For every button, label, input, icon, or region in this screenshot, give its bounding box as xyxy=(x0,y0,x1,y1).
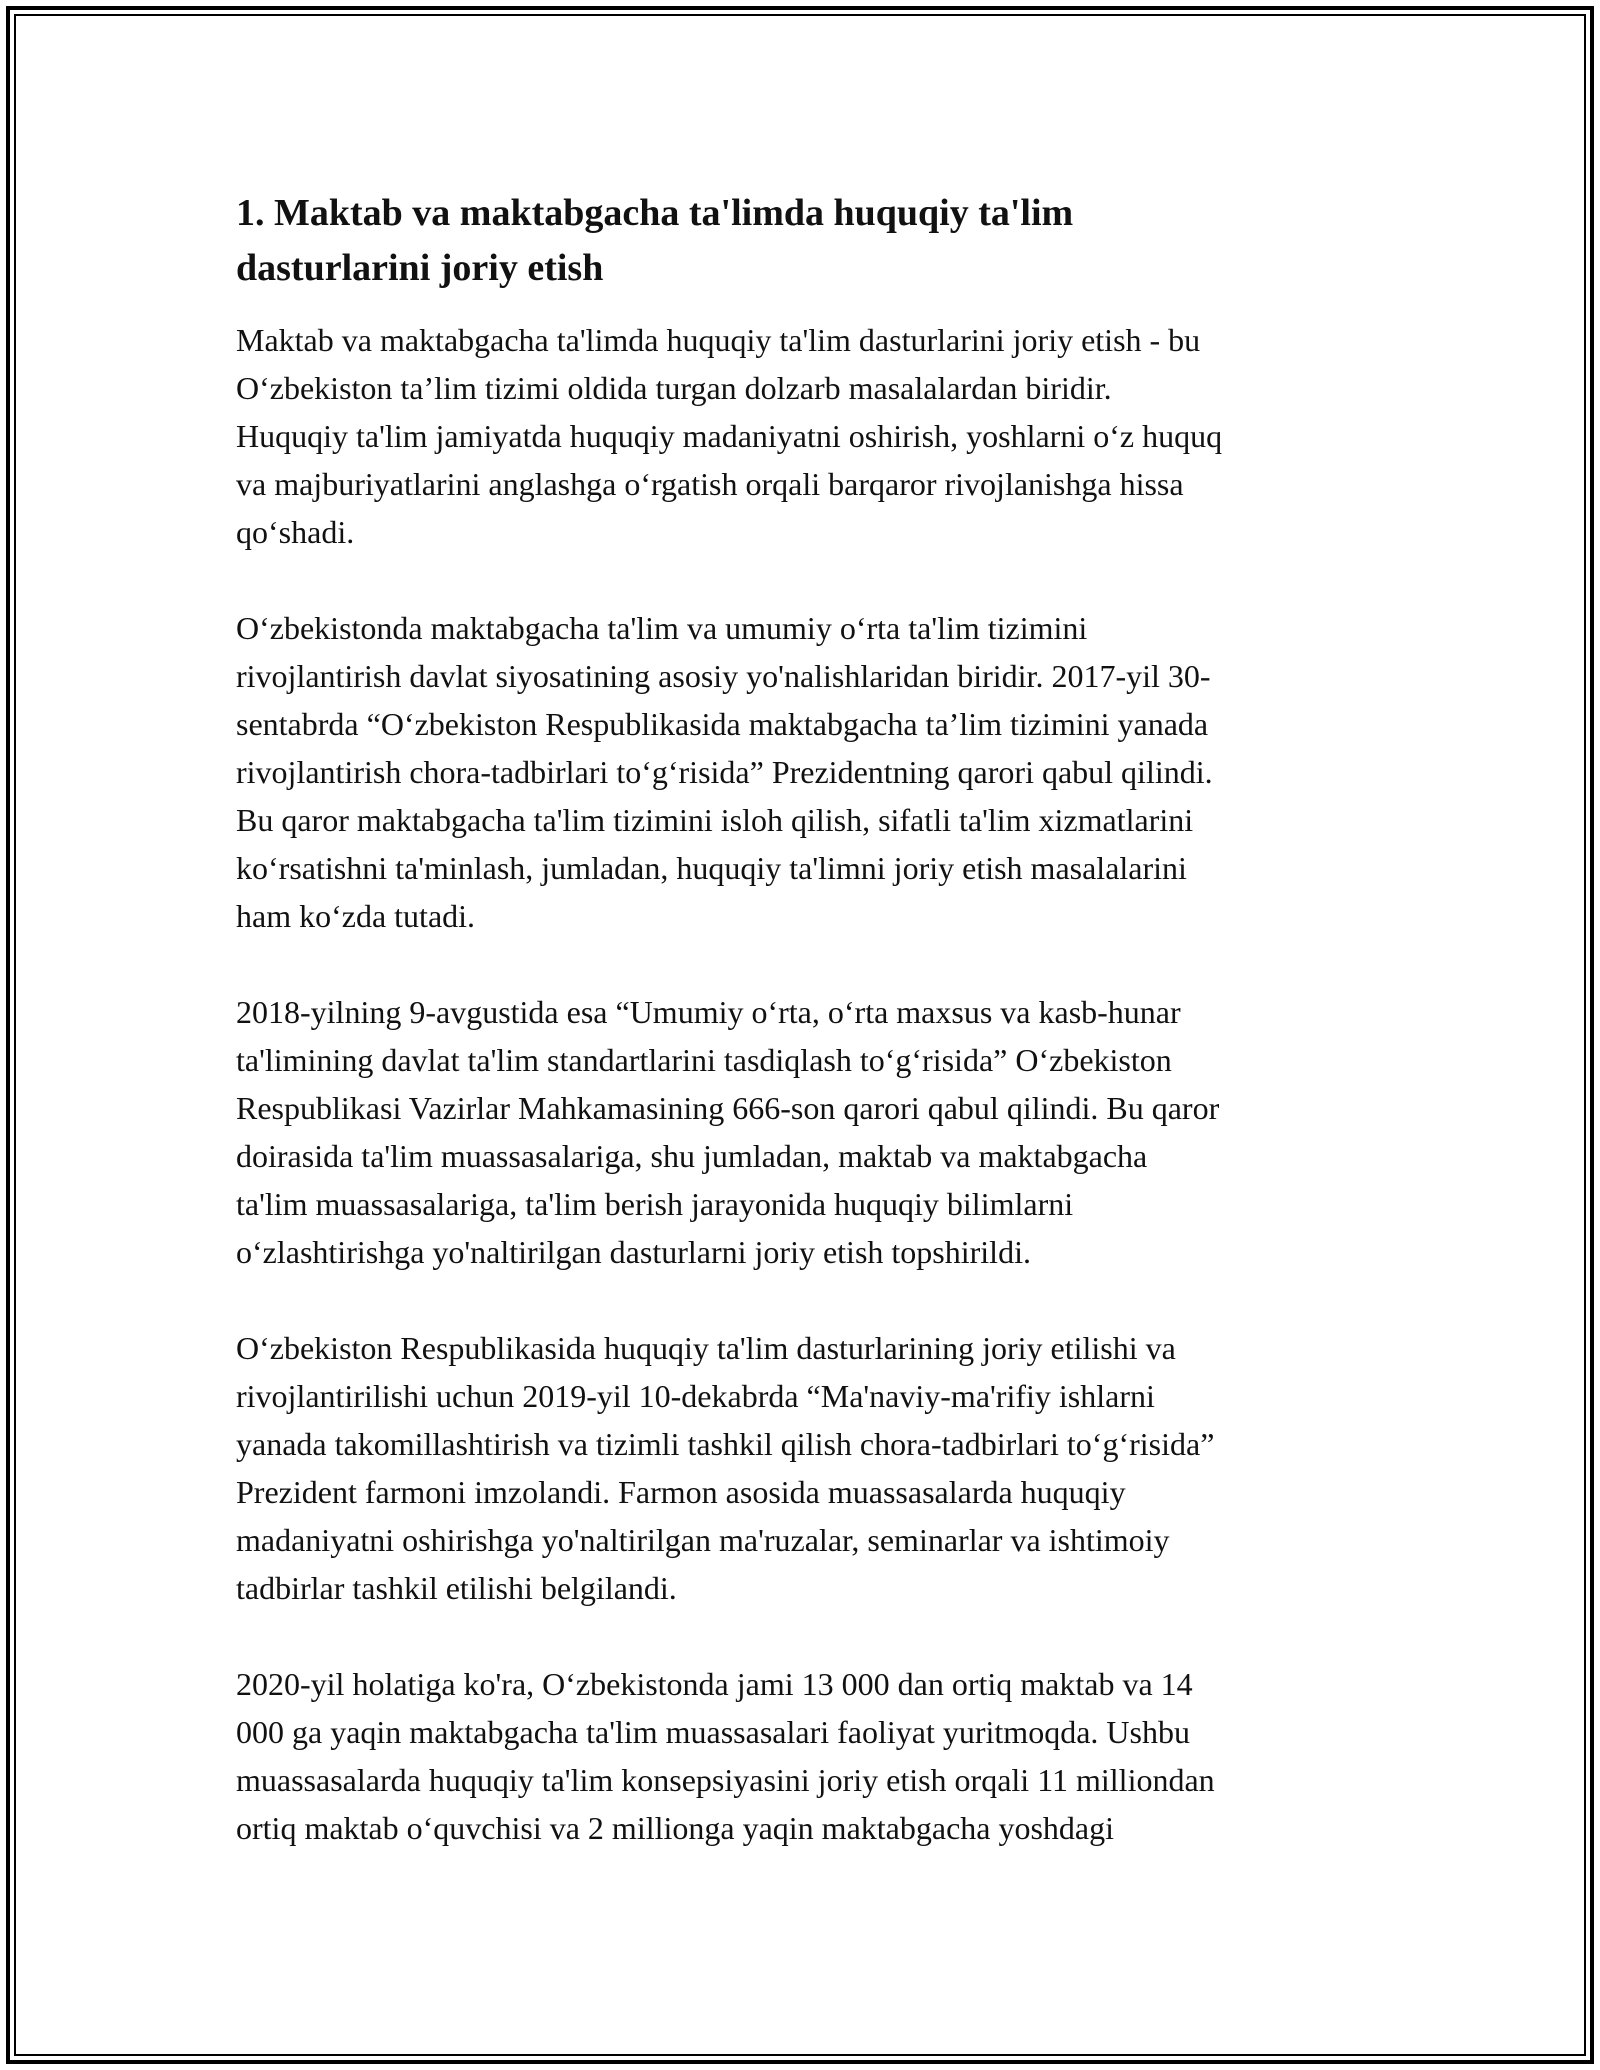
paragraph-line: O‘zbekistonda maktabgacha ta'lim va umumiy o‘rta ta'lim tizimini xyxy=(236,610,1088,646)
paragraph-1 xyxy=(236,316,1376,556)
paragraph-line: Respublikasi Vazirlar Mahkamasining 666-son qarori qabul qilindi. Bu qaror xyxy=(236,1090,1220,1126)
section-title-line: 1. Maktab va maktabgacha ta'limda huquqiy ta'lim xyxy=(236,192,1074,234)
section-title-line: dasturlarini joriy etish xyxy=(236,247,604,289)
paragraph-line: muassasalarda huquqiy ta'lim konsepsiyasini joriy etish orqali 11 milliondan xyxy=(236,1762,1215,1798)
paragraph-line: Prezident farmoni imzolandi. Farmon asosida muassasalarda huquqiy xyxy=(236,1474,1126,1510)
paragraph-line: qo‘shadi. xyxy=(236,514,355,550)
paragraph-line: ham ko‘zda tutadi. xyxy=(236,898,476,934)
paragraph-line: rivojlantirilishi uchun 2019-yil 10-dekabrda “Ma'naviy-ma'rifiy ishlarni xyxy=(236,1378,1155,1414)
paragraph-line: o‘zlashtirishga yo'naltirilgan dasturlarni joriy etish topshirildi. xyxy=(236,1234,1031,1270)
paragraph-2 xyxy=(236,604,1376,940)
paragraph-line: doirasida ta'lim muassasalariga, shu jumladan, maktab va maktabgacha xyxy=(236,1138,1148,1174)
paragraph-line: yanada takomillashtirish va tizimli tashkil qilish chora-tadbirlari to‘g‘risida” xyxy=(236,1426,1215,1462)
paragraph-line: ta'lim muassasalariga, ta'lim berish jarayonida huquqiy bilimlarni xyxy=(236,1186,1074,1222)
paragraph-4 xyxy=(236,1324,1376,1612)
paragraph-line: ortiq maktab o‘quvchisi va 2 millionga yaqin maktabgacha yoshdagi xyxy=(236,1810,1115,1846)
paragraph-line: rivojlantirish chora-tadbirlari to‘g‘risida” Prezidentning qarori qabul qilindi. xyxy=(236,754,1213,790)
paragraph-line: ko‘rsatishni ta'minlash, jumladan, huquqiy ta'limni joriy etish masalalarini xyxy=(236,850,1187,886)
paragraph-line: tadbirlar tashkil etilishi belgilandi. xyxy=(236,1570,677,1606)
paragraph-line: Maktab va maktabgacha ta'limda huquqiy ta'lim dasturlarini joriy etish - bu xyxy=(236,322,1201,358)
paragraph-line: 2018-yilning 9-avgustida esa “Umumiy o‘rta, o‘rta maxsus va kasb-hunar xyxy=(236,994,1181,1030)
paragraph-line: ta'limining davlat ta'lim standartlarini tasdiqlash to‘g‘risida” O‘zbekiston xyxy=(236,1042,1172,1078)
paragraph-line: rivojlantirish davlat siyosatining asosiy yo'nalishlaridan biridir. 2017-yil 30- xyxy=(236,658,1211,694)
paragraph-line: Bu qaror maktabgacha ta'lim tizimini isloh qilish, sifatli ta'lim xizmatlarini xyxy=(236,802,1194,838)
paragraph-line: 2020-yil holatiga ko'ra, O‘zbekistonda jami 13 000 dan ortiq maktab va 14 xyxy=(236,1666,1193,1702)
section-title xyxy=(236,186,1376,296)
document-body xyxy=(236,186,1376,1900)
paragraph-line: O‘zbekiston Respublikasida huquqiy ta'lim dasturlarining joriy etilishi va xyxy=(236,1330,1176,1366)
paragraph-3 xyxy=(236,988,1376,1276)
paragraph-line: Huquqiy ta'lim jamiyatda huquqiy madaniyatni oshirish, yoshlarni o‘z huquq xyxy=(236,418,1223,454)
paragraph-line: madaniyatni oshirishga yo'naltirilgan ma'ruzalar, seminarlar va ishtimoiy xyxy=(236,1522,1170,1558)
paragraph-line: sentabrda “O‘zbekiston Respublikasida maktabgacha ta’lim tizimini yanada xyxy=(236,706,1209,742)
paragraph-5 xyxy=(236,1660,1376,1852)
paragraph-line: va majburiyatlarini anglashga o‘rgatish orqali barqaror rivojlanishga hissa xyxy=(236,466,1184,502)
paragraph-line: O‘zbekiston ta’lim tizimi oldida turgan dolzarb masalalardan biridir. xyxy=(236,370,1112,406)
paragraph-line: 000 ga yaqin maktabgacha ta'lim muassasalari faoliyat yuritmoqda. Ushbu xyxy=(236,1714,1190,1750)
